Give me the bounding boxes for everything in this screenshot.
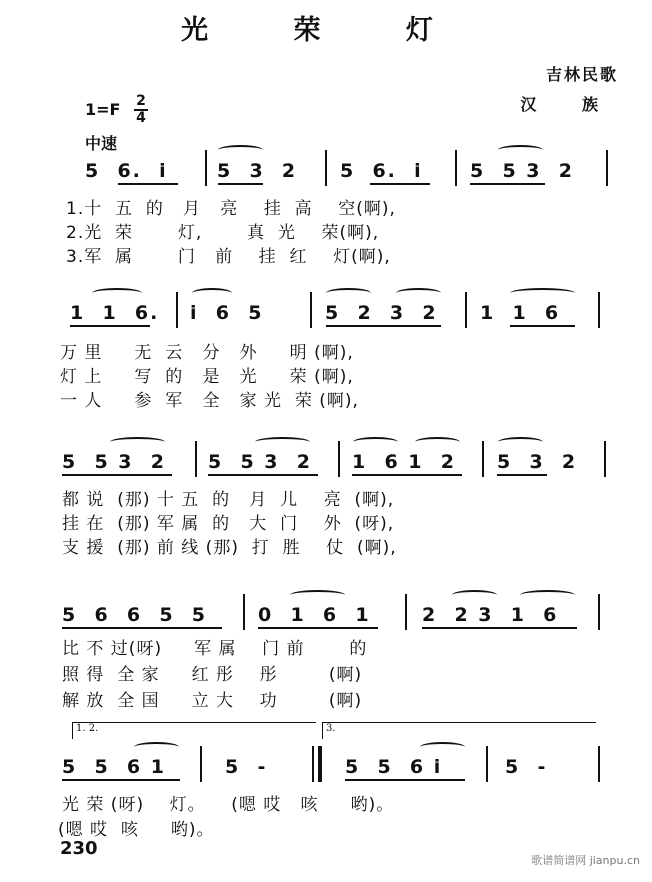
time-top: 2 [136,93,146,109]
lyric-2-2: 灯 上 写 的 是 光 荣 (啊), [60,367,354,387]
measure-1-4: 5 5 3 2 [470,160,574,182]
measure-4-2: 0 1 6 1 [258,604,371,626]
lyric-4-3: 解 放 全 国 立 大 功 (啊) [62,691,363,711]
lyric-3-2: 挂 在 (那) 军 属 的 大 门 外 (呀), [62,514,395,534]
measure-3-2: 5 5 3 2 [208,451,312,473]
measure-2-1: 1 1 6. [70,302,160,324]
lyric-2-3: 一 人 参 军 全 家 光 荣 (啊), [60,391,359,411]
measure-2-2: i 6 5 [190,302,264,324]
time-signature [133,94,149,126]
lyric-4-1: 比 不 过(呀) 军 属 门 前 的 [62,639,368,659]
volta-1-2: 1. 2. [72,722,316,739]
measure-3-3: 1 6 1 2 [352,451,456,473]
measure-4-3: 2 2 3 1 6 [422,604,559,626]
lyric-4-2: 照 得 全 家 红 彤 彤 (啊) [62,665,363,685]
lyric-5-1: 光 荣 (呀) 灯。 (嗯 哎 咳 哟)。 [62,795,395,815]
measure-3-1: 5 5 3 2 [62,451,166,473]
lyric-3-3: 支 援 (那) 前 线 (那) 打 胜 仗 (啊), [62,538,397,558]
measure-2-3: 5 2 3 2 [325,302,438,324]
time-bottom: 4 [136,110,146,126]
volta-3: 3. [322,722,596,739]
tempo-marking: 中速 [85,134,118,153]
measure-1-1: 5 6. i [85,160,168,182]
measure-1-3: 5 6. i [340,160,423,182]
ethnicity-label: 汉 族 [520,95,618,114]
lyric-2-1: 万 里 无 云 分 外 明 (啊), [60,343,354,363]
measure-3-4: 5 3 2 [497,451,578,473]
lyric-1-2: 2.光 荣 灯, 真 光 荣(啊), [66,223,380,243]
song-source: 吉林民歌 [545,65,618,84]
lyric-5-2: (嗯 哎 咳 哟)。 [58,820,215,840]
lyric-1-3: 3.军 属 门 前 挂 红 灯(啊), [66,247,391,267]
measure-1-2: 5 3 2 [217,160,298,182]
measure-5-4: 5 - [505,756,548,778]
measure-4-1: 5 6 6 5 5 [62,604,208,626]
lyric-3-1: 都 说 (那) 十 五 的 月 儿 亮 (啊), [62,490,395,510]
watermark: 歌谱简谱网 jianpu.cn [531,854,640,867]
measure-5-1: 5 5 6 1 [62,756,166,778]
key-signature: 1=F [85,100,121,119]
lyric-1-1: 1.十 五 的 月 亮 挂 高 空(啊), [66,199,396,219]
measure-5-2: 5 - [225,756,268,778]
song-title: 光 荣 灯 [181,15,471,46]
measure-2-4: 1 1 6 [480,302,561,324]
measure-5-3: 5 5 6 i [345,756,443,778]
page-number: 230 [60,838,98,859]
